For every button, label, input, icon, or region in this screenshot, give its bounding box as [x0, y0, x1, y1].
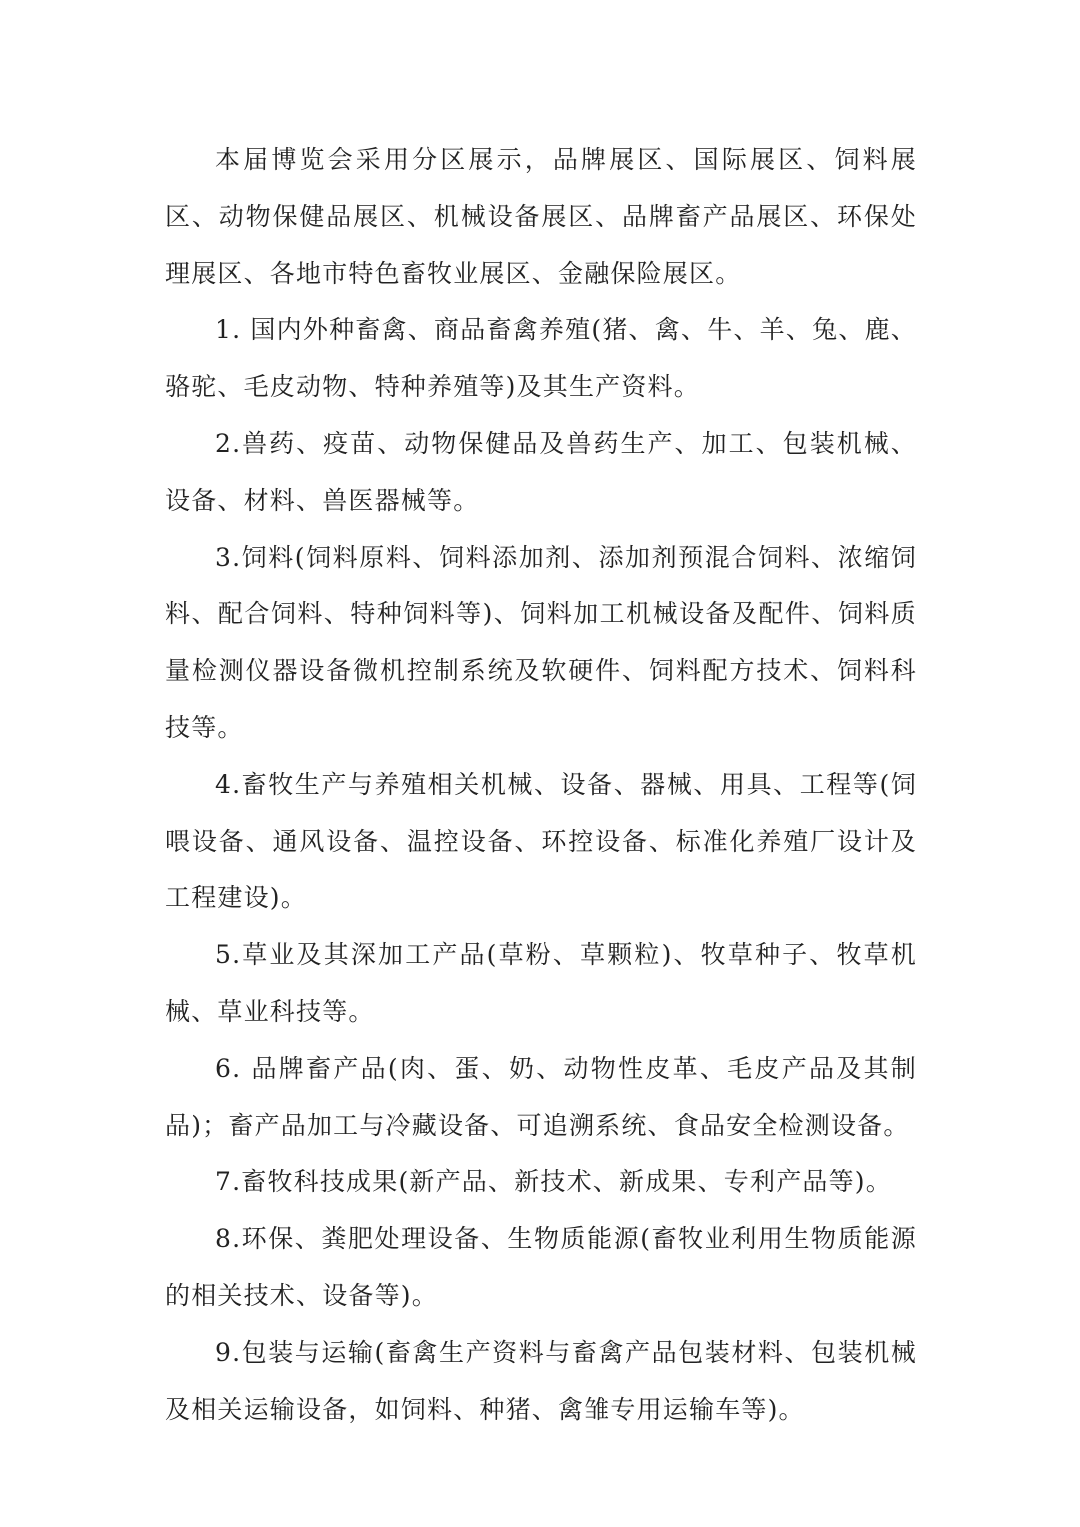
list-item-1: 1. 国内外种畜禽、商品畜禽养殖(猪、禽、牛、羊、兔、鹿、骆驼、毛皮动物、特种养殖等)及其生产资料。 — [165, 315, 917, 402]
list-item-6: 6. 品牌畜产品(肉、蛋、奶、动物性皮革、毛皮产品及其制品)；畜产品加工与冷藏设备、可追溯系统、食品安全检测设备。 — [165, 1053, 917, 1140]
list-item-5: 5.草业及其深加工产品(草粉、草颗粒)、牧草种子、牧草机械、草业科技等。 — [165, 940, 917, 1026]
list-item-3: 3.饲料(饲料原料、饲料添加剂、添加剂预混合饲料、浓缩饲料、配合饲料、特种饲料等)、饲料加工机械设备及配件、饲料质量检测仪器设备微机控制系统及软硬件、饲料配方技术、饲料科技等。 — [165, 542, 917, 742]
list-item-4: 4.畜牧生产与养殖相关机械、设备、器械、用具、工程等(饲喂设备、通风设备、温控设备、环控设备、标准化养殖厂设计及工程建设)。 — [165, 769, 917, 913]
list-item-2: 2.兽药、疫苗、动物保健品及兽药生产、加工、包装机械、设备、材料、兽医器械等。 — [165, 428, 917, 515]
list-item-9: 9.包装与运输(畜禽生产资料与畜禽产品包装材料、包装机械及相关运输设备，如饲料、种猪、禽雏专用运输车等)。 — [165, 1337, 917, 1424]
document-body — [165, 132, 917, 1438]
intro-paragraph: 本届博览会采用分区展示，品牌展区、国际展区、饲料展区、动物保健品展区、机械设备展区、品牌畜产品展区、环保处理展区、各地市特色畜牧业展区、金融保险展区。 — [165, 145, 917, 288]
list-item-7: 7.畜牧科技成果(新产品、新技术、新成果、专利产品等)。 — [215, 1167, 892, 1197]
list-item-8: 8.环保、粪肥处理设备、生物质能源(畜牧业利用生物质能源的相关技术、设备等)。 — [165, 1224, 917, 1310]
